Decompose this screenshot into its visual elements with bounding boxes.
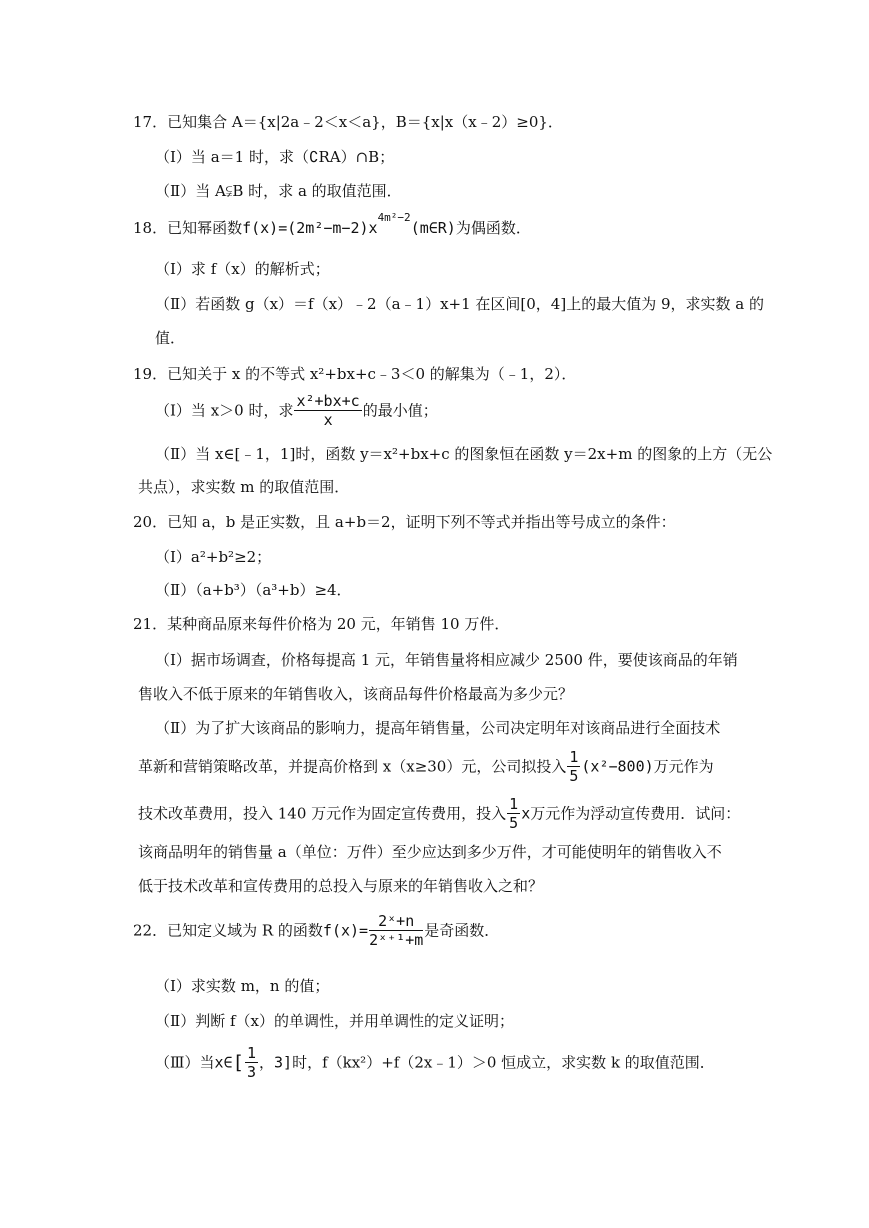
q22-fraction [369, 912, 423, 949]
q21-fraction-2 [507, 795, 520, 832]
q17-part2: （Ⅱ）当 A⫋B 时，求 a 的取值范围． [155, 182, 402, 200]
q18-stem-suffix: 为偶函数． [455, 219, 531, 237]
q22-part3-fraction [245, 1044, 258, 1081]
q22-fraction-num: 2ˣ+n [369, 912, 423, 931]
q21-line2-suffix: 万元作为 [653, 757, 714, 776]
q19-fraction-denominator: x [323, 411, 333, 429]
q19-part2-cont: 共点），求实数 m 的取值范围． [138, 478, 350, 496]
q21-line3-suffix: 万元作为浮动宣传费用．试问： [530, 804, 741, 823]
q22-part3-interval-end: ，3] [259, 1053, 293, 1072]
q21-stem: 21．某种商品原来每件价格为 20 元，年销售 10 万件． [133, 615, 510, 633]
q19-fraction-numerator: x²+bx+c [296, 392, 360, 410]
q21-fraction-1-num: 1 [569, 748, 579, 766]
q20-part2: （Ⅱ）（a+b³）（a³+b）≥4． [155, 581, 352, 599]
q22-part3-fraction-den: 3 [246, 1063, 257, 1081]
q21-part2: （Ⅱ）为了扩大该商品的影响力，提高年销售量，公司决定明年对该商品进行全面技术 [155, 719, 721, 737]
q21-line3-prefix: 技术改革费用，投入 140 万元作为固定宣传费用，投入 [138, 804, 507, 823]
q19-fraction [294, 392, 361, 429]
q21-line3-x: x [521, 804, 531, 823]
q18-part2: （Ⅱ）若函数 g（x）＝f（x）﹣2（a﹣1）x+1 在区间[0，4]上的最大值为 9，求实数 a 的 [155, 295, 764, 313]
q17-part1: （Ⅰ）当 a＝1 时，求（∁RA）∩B； [155, 148, 395, 166]
q18-part2-cont: 值． [155, 329, 186, 347]
q22-fx: f(x)= [322, 921, 369, 940]
q19-part1-suffix: 的最小值； [362, 401, 438, 420]
q17-stem: 17．已知集合 A＝{x|2a﹣2＜x＜a}，B＝{x|x（x﹣2）≥0}． [133, 113, 563, 131]
q19-stem: 19．已知关于 x 的不等式 x²+bx+c﹣3＜0 的解集为（﹣1，2）． [133, 365, 577, 383]
q18-formula-exponent: 4m²−2 [377, 211, 411, 224]
q21-part2-line4: 该商品明年的销售量 a（单位：万件）至少应达到多少万件，才可能使明年的销售收入不 [138, 843, 722, 861]
q20-stem: 20．已知 a，b 是正实数，且 a+b＝2，证明下列不等式并指出等号成立的条件： [133, 513, 676, 531]
q19-part1 [155, 392, 438, 429]
q20-part1: （Ⅰ）a²+b²≥2； [155, 548, 272, 566]
q22-part3-x: x∈ [214, 1053, 233, 1072]
q18-formula-tail: (m∈R) [410, 219, 456, 237]
q22-stem [133, 912, 499, 949]
q22-part3-bracket: [ [232, 1051, 244, 1074]
q21-part2-line3 [138, 795, 740, 832]
q22-stem-prefix: 22．已知定义域为 R 的函数 [133, 921, 323, 940]
q22-part3-fraction-num: 1 [246, 1044, 257, 1062]
q22-fraction-den: 2ˣ⁺¹+m [369, 931, 424, 949]
q18-part1: （Ⅰ）求 f（x）的解析式； [155, 260, 330, 278]
q18-stem [133, 211, 531, 238]
q22-part2: （Ⅱ）判断 f（x）的单调性，并用单调性的定义证明； [155, 1012, 514, 1030]
q22-part3-prefix: （Ⅲ）当 [155, 1053, 215, 1072]
q21-part2-line2 [138, 748, 714, 785]
q19-part1-prefix: （Ⅰ）当 x＞0 时，求 [155, 401, 294, 420]
q22-part3-suffix: 时，f（kx²）+f（2x﹣1）＞0 恒成立，求实数 k 的取值范围． [292, 1053, 715, 1072]
q21-fraction-2-num: 1 [509, 795, 519, 813]
q21-part2-line5: 低于技术改革和宣传费用的总投入与原来的年销售收入之和？ [138, 877, 544, 895]
q22-part3 [155, 1044, 715, 1081]
q22-stem-suffix: 是奇函数． [424, 921, 500, 940]
q21-fraction-1-den: 5 [569, 767, 579, 785]
q21-part1-cont: 售收入不低于原来的年销售收入，该商品每件价格最高为多少元？ [138, 685, 574, 703]
q21-fraction-1 [567, 748, 580, 785]
q21-part1: （Ⅰ）据市场调查，价格每提高 1 元，年销售量将相应减少 2500 件，要使该商品的年销 [155, 651, 738, 669]
q18-stem-prefix: 18．已知幂函数 [133, 219, 243, 237]
q21-formula: (x²−800) [581, 757, 654, 776]
q21-fraction-2-den: 5 [509, 814, 519, 832]
q22-part1: （Ⅰ）求实数 m，n 的值； [155, 977, 330, 995]
q19-part2: （Ⅱ）当 x∈[﹣1，1]时，函数 y＝x²+bx+c 的图象恒在函数 y＝2x+m 的图象的上方（无公 [155, 445, 773, 463]
q18-formula-base: f(x)=(2m²−m−2)x [242, 219, 378, 237]
q21-line2-prefix: 革新和营销策略改革，并提高价格到 x（x≥30）元，公司拟投入 [138, 757, 567, 776]
